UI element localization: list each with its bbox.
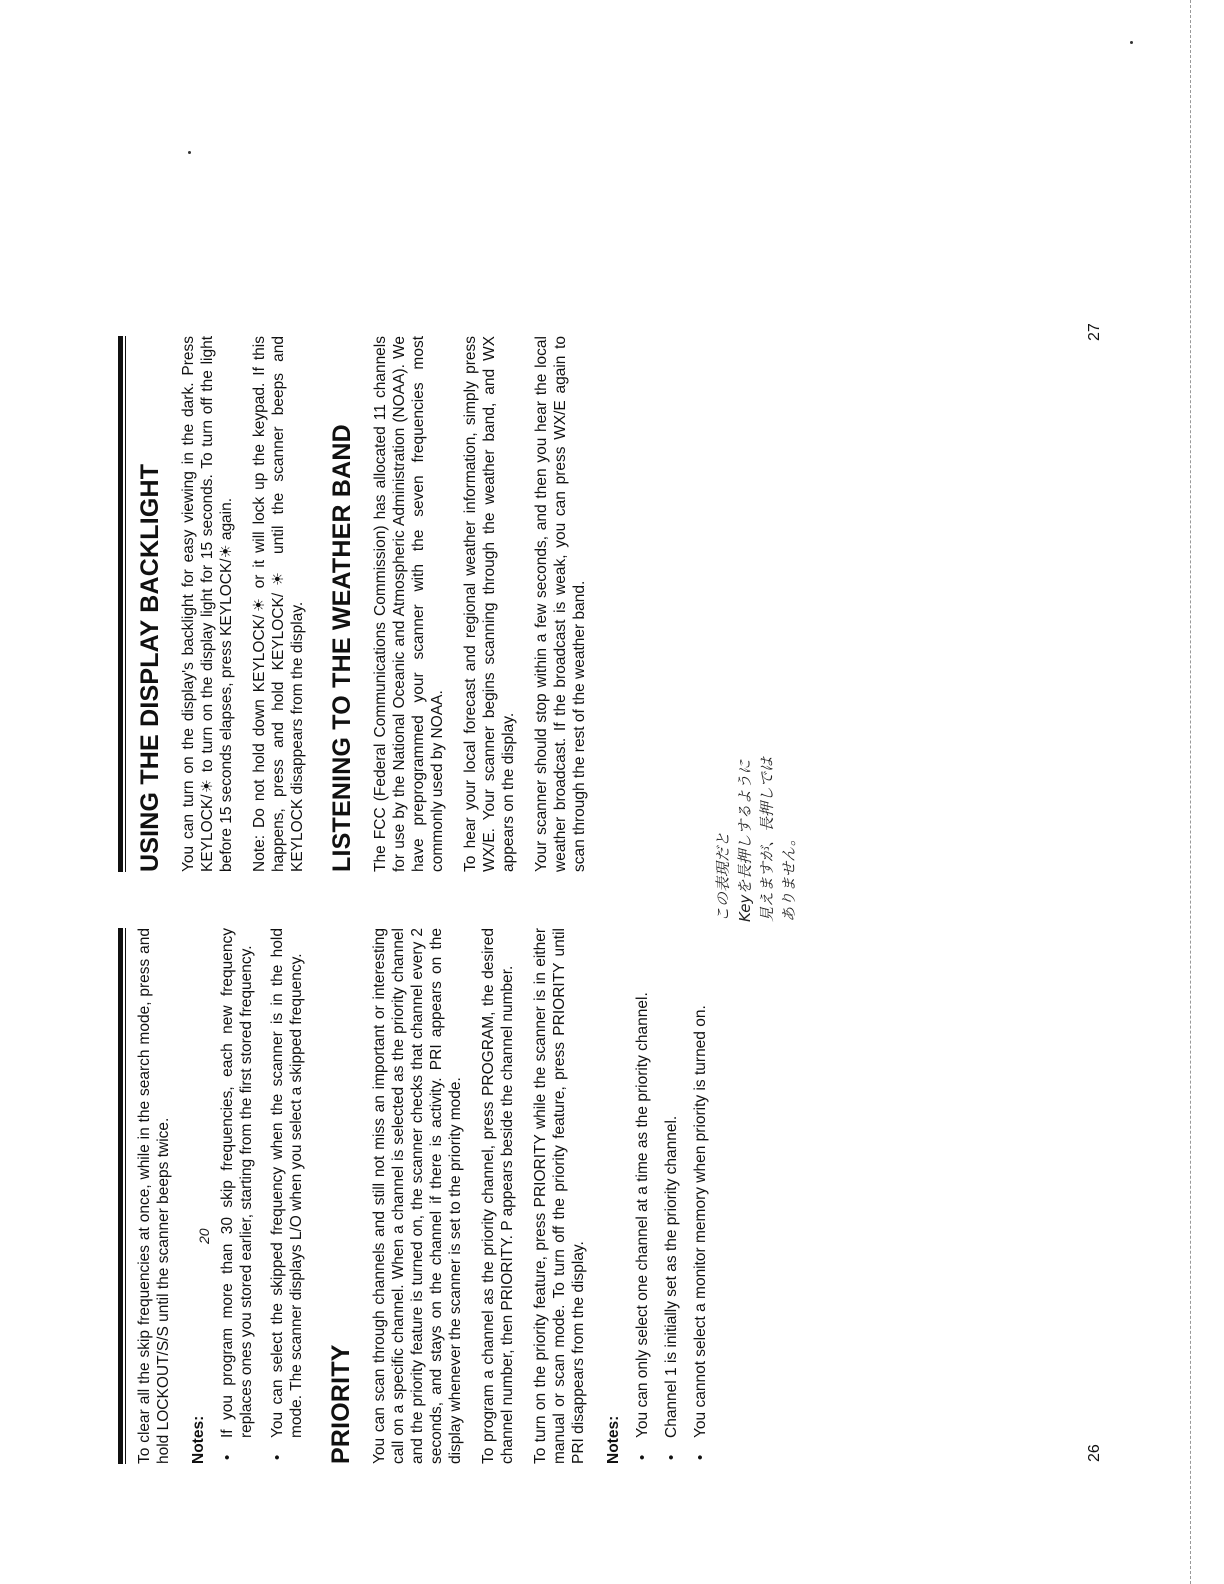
skip-clear-paragraph: To clear all the skip frequencies at once, while in the search mode, press and hold LOCKOUT/S/S until the scanner beeps twice.: [136, 928, 172, 1464]
weather-heading: LISTENING TO THE WEATHER BAND: [328, 424, 356, 872]
handwritten-correction: 20: [196, 1228, 212, 1244]
weather-paragraph: Your scanner should stop within a few seconds, and then you hear the local weather broadcast. If the broadcast is weak, you can press WX/E again to scan through the rest of the weather band.: [533, 336, 588, 872]
note-item: • If you program more than 30 skip frequencies, each new frequency replaces ones you stored earlier, starting from the first stored frequency.: [218, 928, 256, 1464]
right-page-column: [118, 336, 603, 872]
top-rule-thick: [118, 336, 123, 872]
top-rule-thick: [118, 928, 123, 1464]
backlight-heading: USING THE DISPLAY BACKLIGHT: [136, 463, 164, 872]
weather-paragraph: To hear your local forecast and regional weather information, simply press WX/E. Your scanner begins scanning through the weather band, and WX appears on the display.: [462, 336, 517, 872]
page-number-left: 26: [1086, 1444, 1103, 1462]
priority-paragraph: To program a channel as the priority channel, press PROGRAM, the desired channel number, then PRIORITY. P appears beside the channel number.: [480, 928, 516, 1464]
scan-edge: [1190, 0, 1191, 1584]
handwritten-line: この表現だと: [714, 831, 732, 922]
handwritten-line: 見えますが、長押しでは: [758, 756, 776, 922]
note-item: • You cannot select a monitor memory when priority is turned on.: [691, 928, 710, 1464]
priority-heading: PRIORITY: [327, 1344, 355, 1464]
note-item: • You can select the skipped frequency when the scanner is in the hold mode. The scanner displays L/O when you select a skipped frequency.: [268, 928, 306, 1464]
notes-heading: Notes:: [605, 1415, 622, 1464]
backlight-paragraph: Note: Do not hold down KEYLOCK/☀ or it will lock up the keypad. If this happens, press and hold KEYLOCK/☀ until the scanner beeps and KEYLOCK disappears from the display.: [251, 336, 306, 872]
note-item: • Channel 1 is initially set as the priority channel.: [662, 928, 681, 1464]
priority-notes-list: [633, 928, 710, 1464]
notes-list: [218, 928, 306, 1464]
handwritten-line: Keyを長押しするように: [736, 759, 754, 922]
note-item: • You can only select one channel at a time as the priority channel.: [633, 928, 652, 1464]
top-rule-thin: [125, 928, 126, 1464]
top-rule-thin: [125, 336, 126, 872]
left-page-column: [118, 928, 724, 1464]
weather-paragraph: The FCC (Federal Communications Commission) has allocated 11 channels for use by the National Oceanic and Atmospheric Administration (NOAA). We have preprogrammed your scanner with the seven frequencies most commonly used by NOAA.: [372, 336, 446, 872]
scan-speck: [188, 151, 191, 154]
priority-paragraph: To turn on the priority feature, press PRIORITY while the scanner is in either manual or scan mode. To turn off the priority feature, press PRIORITY until PRI disappears from the display.: [532, 928, 587, 1464]
scan-speck: [1130, 41, 1133, 44]
backlight-paragraph: You can turn on the display's backlight for easy viewing in the dark. Press KEYLOCK/☀ to turn on the display light for 15 seconds. To turn off the light before 15 seconds elapses, press KEYLOCK/☀ again.: [180, 336, 235, 872]
handwritten-line: ありません。: [780, 831, 798, 922]
handwritten-note: [712, 742, 800, 922]
notes-heading: Notes:: [190, 1415, 207, 1464]
priority-paragraph: You can scan through channels and still not miss an important or interesting call on a specific channel. When a channel is selected as the priority channel and the priority feature is turned on, the scanner checks that channel every 2 seconds, and stays on the channel if there is activity. PRI appears on the display whenever the scanner is set to the priority mode.: [371, 928, 464, 1464]
page-number-right: 27: [1086, 323, 1103, 341]
